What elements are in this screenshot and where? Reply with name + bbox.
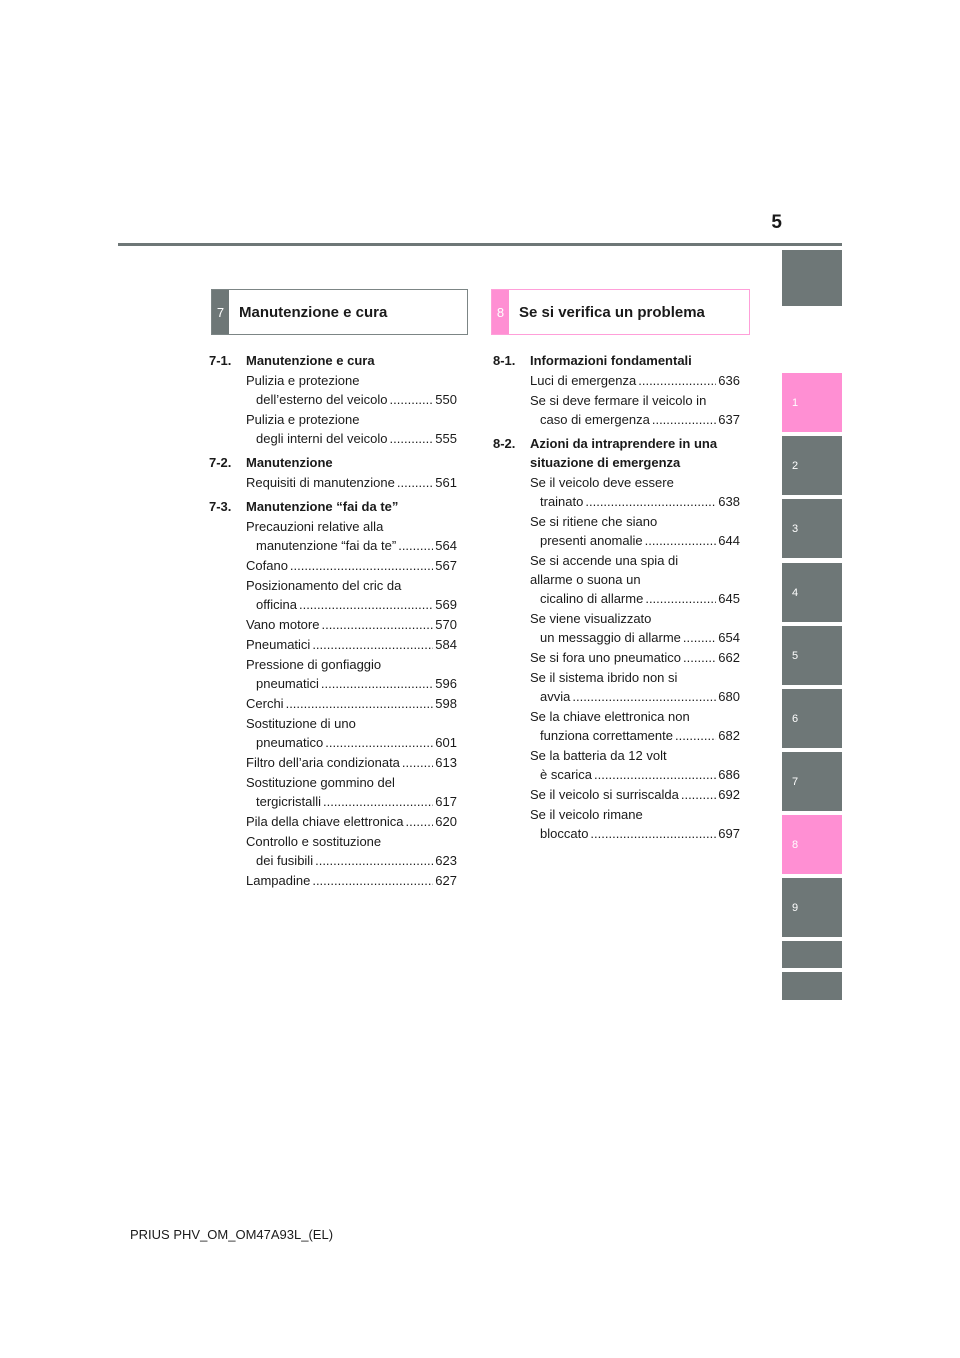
toc-entry-text: Posizionamento del cric da [246, 578, 402, 593]
toc-entry-text: Pulizia e protezione [246, 373, 360, 388]
dot-leader [312, 871, 433, 890]
toc-entry[interactable] [209, 635, 457, 654]
toc-entry-text: Precauzioni relative alla [246, 519, 384, 534]
toc-entry[interactable] [209, 410, 457, 448]
toc-heading-title: Informazioni fondamentali [530, 353, 692, 368]
chapter-tab-1[interactable] [782, 373, 842, 432]
section-8-header [491, 289, 750, 335]
toc-entry-text: avvia [540, 689, 571, 704]
toc-page-number: 550 [435, 392, 457, 407]
toc-entry[interactable] [209, 714, 457, 752]
chapter-tab-7[interactable] [782, 752, 842, 811]
section-7-title: Manutenzione e cura [239, 303, 388, 321]
dot-leader [675, 726, 716, 745]
chapter-tab-8[interactable] [782, 815, 842, 874]
toc-page-number: 596 [435, 676, 457, 691]
toc-heading-number: 8-2. [493, 436, 516, 451]
toc-heading[interactable] [493, 434, 740, 472]
toc-heading-number: 7-3. [209, 499, 232, 514]
toc-entry[interactable] [209, 694, 457, 713]
toc-entry[interactable] [209, 655, 457, 693]
toc-entry[interactable] [493, 609, 740, 647]
chapter-tab-3[interactable] [782, 499, 842, 558]
dot-leader [390, 429, 434, 448]
toc-entry[interactable] [493, 648, 740, 667]
toc-entry[interactable] [493, 512, 740, 550]
chapter-tab-label: 2 [792, 459, 799, 472]
chapter-tab-blank[interactable] [782, 941, 842, 968]
dot-leader [681, 785, 716, 804]
chapter-tab-label: 5 [792, 649, 799, 662]
toc-entry-text: Se viene visualizzato [530, 611, 652, 626]
page-number: 5 [771, 212, 782, 233]
toc-entry-text: Filtro dell’aria condizionata [246, 755, 400, 770]
dot-leader [645, 589, 716, 608]
toc-entry[interactable] [209, 832, 457, 870]
toc-entry[interactable] [209, 371, 457, 409]
toc-entry[interactable] [493, 473, 740, 511]
toc-heading-number: 7-2. [209, 455, 232, 470]
toc-entry[interactable] [209, 812, 457, 831]
section-7-header [211, 289, 468, 335]
toc-entry-text: Luci di emergenza [530, 373, 637, 388]
toc-entry-text: presenti anomalie [540, 533, 643, 548]
toc-entry[interactable] [209, 517, 457, 555]
dot-leader [286, 694, 434, 713]
toc-entry-text: Se si accende una spia di [530, 553, 679, 568]
toc-page-number: 697 [718, 826, 740, 841]
toc-heading-title: Manutenzione [246, 455, 333, 470]
chapter-tab-5[interactable] [782, 626, 842, 685]
chapter-tab-4[interactable] [782, 563, 842, 622]
toc-entry[interactable] [493, 391, 740, 429]
toc-entry-text: dell’esterno del veicolo [256, 392, 388, 407]
toc-heading-number: 7-1. [209, 353, 232, 368]
toc-page-number: 644 [718, 533, 740, 548]
dot-leader [397, 473, 433, 492]
toc-page-number: 623 [435, 853, 457, 868]
chapter-tab-blank[interactable] [782, 250, 842, 306]
toc-entry-text: allarme o suona un [530, 572, 641, 587]
chapter-tab-label: 4 [792, 586, 799, 599]
toc-heading[interactable] [209, 351, 457, 370]
toc-entry-text: Se si deve fermare il veicolo in [530, 393, 707, 408]
dot-leader [638, 371, 716, 390]
section-8-number: 8 [492, 290, 509, 334]
dot-leader [645, 531, 717, 550]
toc-entry-text: Se il sistema ibrido non si [530, 670, 678, 685]
dot-leader [683, 648, 716, 667]
chapter-tab-9[interactable] [782, 878, 842, 937]
chapter-tab-label: 1 [792, 396, 799, 409]
toc-entry-text: Se si ritiene che siano [530, 514, 658, 529]
dot-leader [290, 556, 433, 575]
dot-leader [406, 812, 434, 831]
toc-page-number: 662 [718, 650, 740, 665]
toc-page-number: 584 [435, 637, 457, 652]
chapter-tab-2[interactable] [782, 436, 842, 495]
toc-heading[interactable] [209, 453, 457, 472]
toc-page-number: 564 [435, 538, 457, 553]
dot-leader [390, 390, 434, 409]
toc-entry[interactable] [493, 551, 740, 608]
toc-entry-text: un messaggio di allarme [540, 630, 681, 645]
toc-entry[interactable] [493, 785, 740, 804]
dot-leader [312, 635, 433, 654]
dot-leader [323, 792, 433, 811]
header-rule [118, 243, 842, 246]
toc-page-number: 555 [435, 431, 457, 446]
toc-page-number: 638 [718, 494, 740, 509]
toc-entry-text: Pulizia e protezione [246, 412, 360, 427]
toc-page-number: 620 [435, 814, 457, 829]
section-8-title: Se si verifica un problema [519, 303, 705, 321]
toc-entry[interactable] [493, 805, 740, 843]
toc-entry-text: tergicristalli [256, 794, 322, 809]
toc-heading-title: Azioni da intraprendere in una situazione di emergenza [530, 436, 718, 470]
toc-heading[interactable] [209, 497, 457, 516]
toc-page-number: 680 [718, 689, 740, 704]
toc-page-number: 686 [718, 767, 740, 782]
toc-page-number: 561 [435, 475, 457, 490]
section-7-number: 7 [212, 290, 229, 334]
dot-leader [315, 851, 433, 870]
dot-leader [321, 615, 433, 634]
toc-entry[interactable] [209, 773, 457, 811]
toc-entry-text: Se il veicolo deve essere [530, 475, 674, 490]
dot-leader [652, 410, 716, 429]
toc-entry-text: cicalino di allarme [540, 591, 644, 606]
toc-entry-text: Pila della chiave elettronica [246, 814, 404, 829]
dot-leader [572, 687, 716, 706]
chapter-tab-label: 9 [792, 901, 799, 914]
dot-leader [321, 674, 433, 693]
toc-entry[interactable] [209, 556, 457, 575]
dot-leader [402, 753, 433, 772]
toc-page-number: 598 [435, 696, 457, 711]
toc-entry-text: caso di emergenza [540, 412, 650, 427]
toc-heading-number: 8-1. [493, 353, 516, 368]
toc-entry-text: pneumatico [256, 735, 324, 750]
toc-entry-text: pneumatici [256, 676, 319, 691]
toc-page-number: 617 [435, 794, 457, 809]
chapter-tab-label: 7 [792, 775, 799, 788]
toc-entry-text: trainato [540, 494, 584, 509]
dot-leader [325, 733, 433, 752]
toc-entry-text: bloccato [540, 826, 589, 841]
toc-entry[interactable] [209, 753, 457, 772]
toc-page-number: 636 [718, 373, 740, 388]
chapter-tab-blank[interactable] [782, 972, 842, 1000]
toc-entry-text: Pressione di gonfiaggio [246, 657, 382, 672]
toc-entry-text: Sostituzione gommino del [246, 775, 395, 790]
toc-entry-text: Cerchi [246, 696, 284, 711]
toc-entry-text: Sostituzione di uno [246, 716, 356, 731]
chapter-tab-label: 6 [792, 712, 799, 725]
chapter-tab-label: 3 [792, 522, 799, 535]
toc-entry-text: Se il veicolo si surriscalda [530, 787, 679, 802]
toc-entry-text: funziona correttamente [540, 728, 673, 743]
chapter-tab-6[interactable] [782, 689, 842, 748]
toc-heading[interactable] [493, 351, 740, 370]
toc-entry[interactable] [493, 668, 740, 706]
dot-leader [299, 595, 433, 614]
toc-entry-text: Controllo e sostituzione [246, 834, 382, 849]
toc-entry[interactable] [209, 576, 457, 614]
toc-entry[interactable] [209, 473, 457, 492]
toc-entry-text: Se la chiave elettronica non [530, 709, 690, 724]
dot-leader [594, 765, 716, 784]
dot-leader [683, 628, 716, 647]
toc-entry-text: officina [256, 597, 297, 612]
footer-document-code: PRIUS PHV_OM_OM47A93L_(EL) [130, 1227, 334, 1242]
toc-entry-text: Se il veicolo rimane [530, 807, 643, 822]
dot-leader [398, 536, 433, 555]
toc-page-number: 682 [718, 728, 740, 743]
toc-entry[interactable] [493, 707, 740, 745]
toc-page-number: 570 [435, 617, 457, 632]
toc-entry-text: Se si fora uno pneumatico [530, 650, 682, 665]
toc-page-number: 613 [435, 755, 457, 770]
chapter-tab-label: 8 [792, 838, 799, 851]
toc-entry-text: Requisiti di manutenzione [246, 475, 395, 490]
toc-page-number: 692 [718, 787, 740, 802]
toc-entry-text: dei fusibili [256, 853, 314, 868]
toc-page-number: 645 [718, 591, 740, 606]
toc-entry[interactable] [493, 746, 740, 784]
toc-page-number: 654 [718, 630, 740, 645]
toc-heading-title: Manutenzione e cura [246, 353, 375, 368]
toc-heading-title: Manutenzione “fai da te” [246, 499, 399, 514]
toc-page-number: 627 [435, 873, 457, 888]
toc-page-number: 601 [435, 735, 457, 750]
toc-entry-text: manutenzione “fai da te” [256, 538, 397, 553]
section-8-contents [493, 351, 740, 843]
toc-entry-text: Pneumatici [246, 637, 311, 652]
dot-leader [585, 492, 716, 511]
toc-page-number: 569 [435, 597, 457, 612]
toc-entry-text: Vano motore [246, 617, 320, 632]
toc-entry[interactable] [209, 871, 457, 890]
toc-entry[interactable] [209, 615, 457, 634]
toc-entry-text: Cofano [246, 558, 288, 573]
toc-page-number: 637 [718, 412, 740, 427]
toc-entry-text: Lampadine [246, 873, 311, 888]
toc-page-number: 567 [435, 558, 457, 573]
toc-entry-text: Se la batteria da 12 volt [530, 748, 667, 763]
section-7-contents [209, 351, 457, 890]
toc-entry-text: degli interni del veicolo [256, 431, 388, 446]
toc-entry[interactable] [493, 371, 740, 390]
dot-leader [590, 824, 716, 843]
toc-entry-text: è scarica [540, 767, 593, 782]
